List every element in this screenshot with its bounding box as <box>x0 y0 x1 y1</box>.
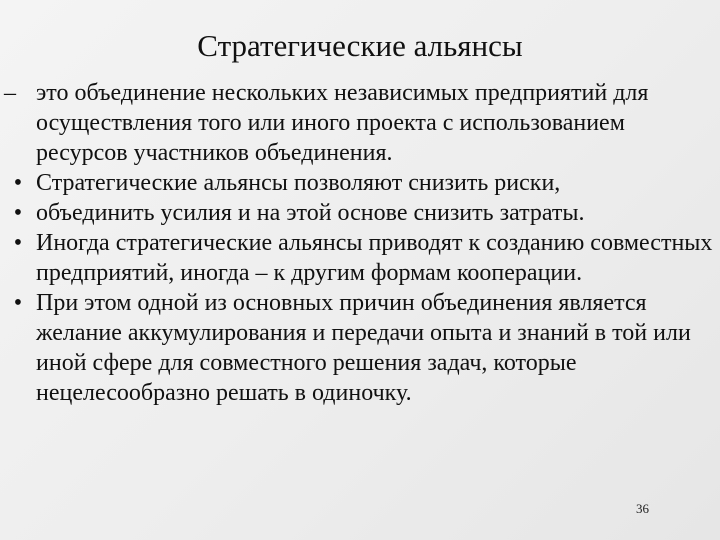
bullet-item <box>4 228 716 288</box>
bullet-text: Иногда стратегические альянсы приводят к созданию совместных предприятий, иногда – к другим формам кооперации. <box>36 230 713 286</box>
definition-text: это объединение нескольких независимых предприятий для осуществления того или иного проекта с использованием ресурсов участников объединения. <box>36 80 649 166</box>
dash-marker: – <box>4 80 16 106</box>
bullet-item <box>4 288 716 408</box>
bullet-text: Стратегические альянсы позволяют снизить риски, <box>36 170 561 196</box>
bullet-marker: • <box>13 230 23 256</box>
definition-item <box>4 78 716 168</box>
bullet-text: объединить усилия и на этой основе снизить затраты. <box>36 200 585 226</box>
slide-body <box>4 78 716 408</box>
slide-title: Стратегические альянсы <box>197 28 523 63</box>
bullet-marker: • <box>13 290 23 316</box>
bullet-marker: • <box>13 200 23 226</box>
bullet-item <box>4 198 716 228</box>
page-number: 36 <box>636 501 649 516</box>
bullet-text: При этом одной из основных причин объединения является желание аккумулирования и передачи опыта и знаний в той или иной сфере для совместного решения задач, которые нецелесообразно решать в одиночку. <box>36 290 691 406</box>
bullet-item <box>4 168 716 198</box>
bullet-marker: • <box>13 170 23 196</box>
